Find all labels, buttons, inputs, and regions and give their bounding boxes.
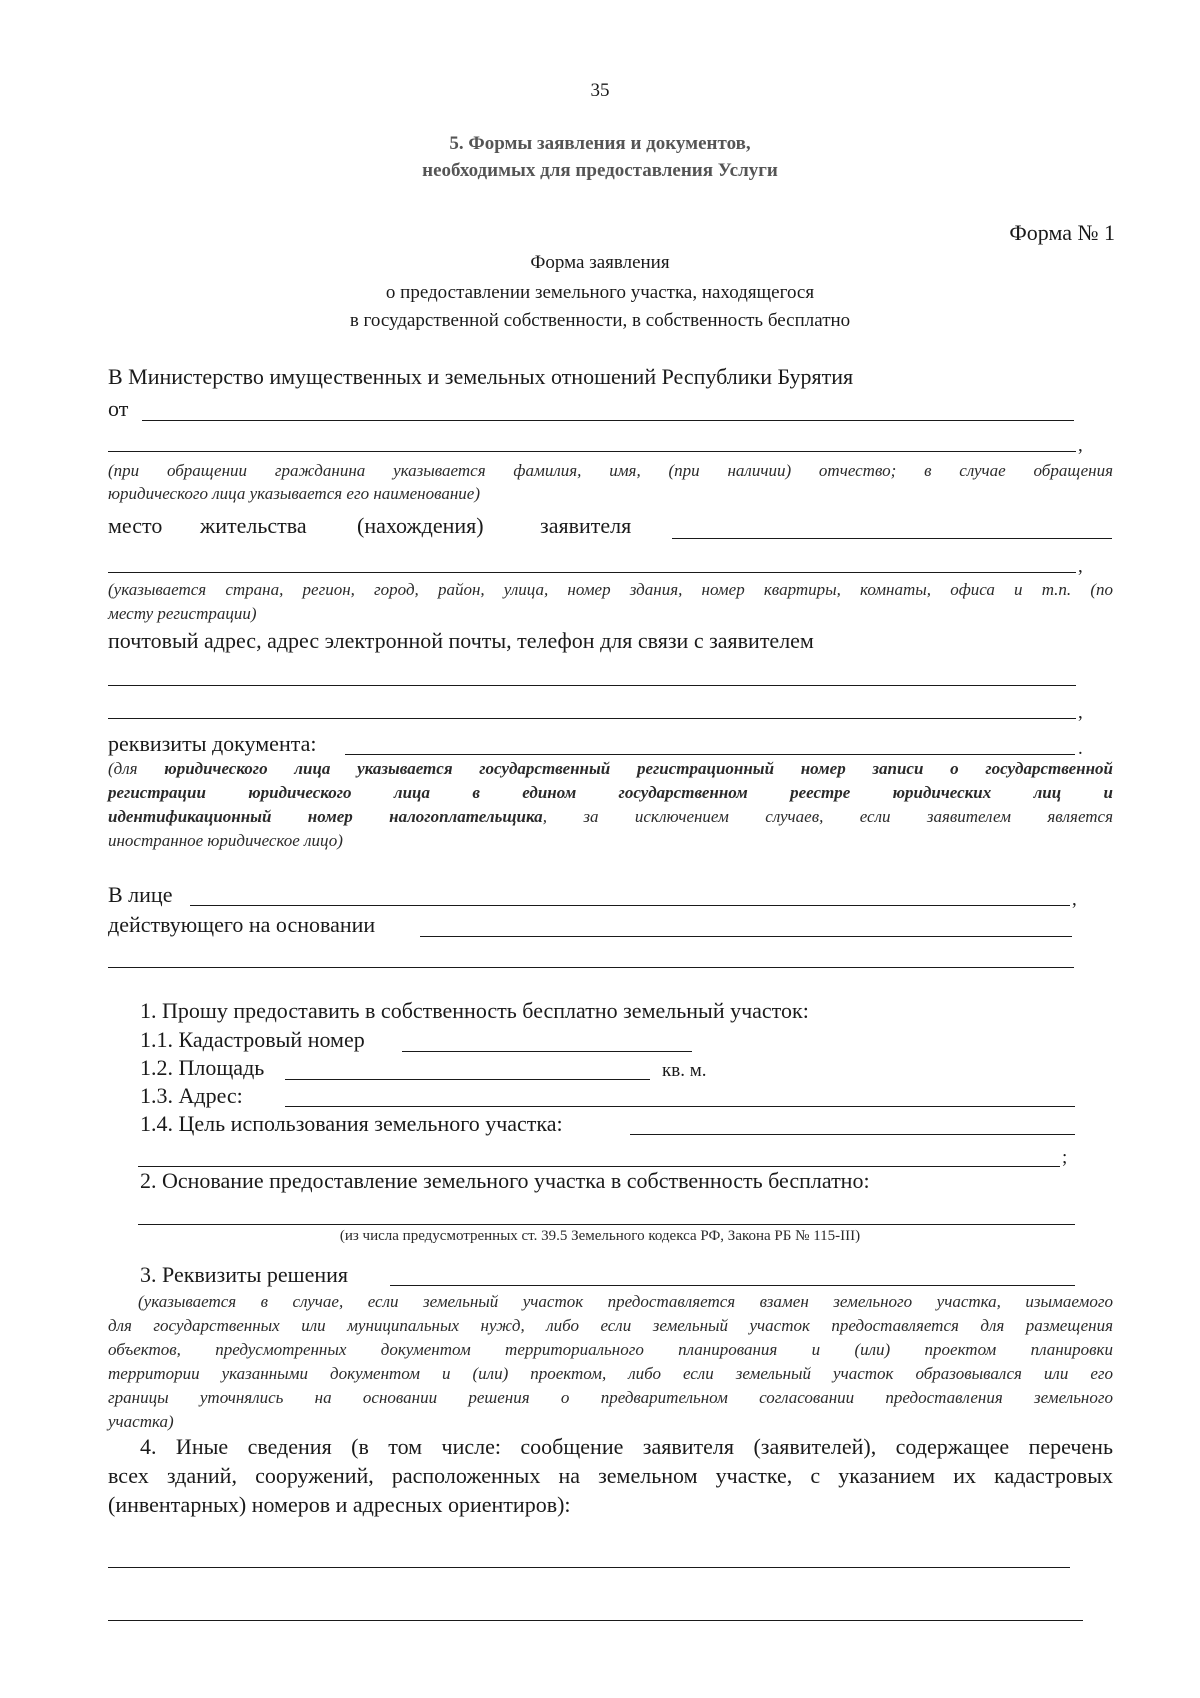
requisites-note-line2: регистрации юридического лица в едином государственном реестре юридических лиц и <box>108 783 1113 802</box>
requisites-field[interactable] <box>345 754 1075 755</box>
applicant-name-field[interactable] <box>142 420 1074 421</box>
purpose-field-2[interactable] <box>138 1166 1060 1167</box>
residence-word-3: (нахождения) <box>357 513 484 538</box>
period-1: . <box>1078 738 1083 759</box>
section-title-line1: 5. Формы заявления и документов, <box>449 133 751 154</box>
contacts-field[interactable] <box>108 685 1076 686</box>
acting-basis-field-2[interactable] <box>108 967 1074 968</box>
residence-note-line1: (указывается страна, регион, город, район, улица, номер здания, номер квартиры, комнаты, офиса и т.п. (по <box>108 580 1113 599</box>
requisites-note-line1-prefix: (для <box>108 759 165 778</box>
requisites-note-line3-bold: идентификационный номер налогоплательщика <box>108 807 543 826</box>
requisites-note-line1-bold: юридического лица указывается государственный регистрационный номер записи о государственной <box>164 759 1113 778</box>
residence-word-1: место <box>108 513 163 538</box>
applicant-name-note-line2: юридического лица указывается его наименование) <box>108 484 480 503</box>
item-4-line2: всех зданий, сооружений, расположенных на земельном участке, с указанием их кадастровых <box>108 1463 1113 1488</box>
comma-3: , <box>1078 702 1083 723</box>
comma-1: , <box>1078 435 1083 456</box>
applicant-name-note-line1: (при обращении гражданина указывается фамилия, имя, (при наличии) отчество; в случае обращения <box>108 461 1113 480</box>
requisites-label: реквизиты документа: <box>108 731 317 756</box>
page-number: 35 <box>590 80 610 101</box>
item-3-note-line3: объектов, предусмотренных документом территориального планирования и (или) проектом планировки <box>108 1340 1113 1359</box>
form-number: Форма № 1 <box>1009 220 1115 245</box>
form-title-line3: в государственной собственности, в собственность бесплатно <box>349 310 851 331</box>
decision-requisites-field[interactable] <box>390 1285 1075 1286</box>
requisites-note-line3-rest: , за исключением случаев, если заявителем является <box>542 807 1113 826</box>
addressee: В Министерство имущественных и земельных отношений Республики Бурятия <box>108 364 854 389</box>
item-3-note-line4: территории указанными документом и (или) проектом, либо если земельный участок образовывался или его <box>108 1364 1113 1383</box>
item-4-line1: 4. Иные сведения (в том числе: сообщение заявителя (заявителей), содержащее перечень <box>140 1434 1113 1459</box>
item-2-note: (из числа предусмотренных ст. 39.5 Земельного кодекса РФ, Закона РБ № 115-III) <box>339 1228 861 1244</box>
item-4-line3: (инвентарных) номеров и адресных ориентиров): <box>108 1492 571 1517</box>
item-3-note-line1: (указывается в случае, если земельный участок предоставляется взамен земельного участка, изымаемого <box>138 1292 1113 1311</box>
form-title-line2: о предоставлении земельного участка, находящегося <box>385 282 815 303</box>
represented-by-field[interactable] <box>190 905 1070 906</box>
acting-basis-field[interactable] <box>420 936 1072 937</box>
requisites-note-line3 <box>108 807 1113 827</box>
item-1-3: 1.3. Адрес: <box>140 1083 243 1108</box>
represented-by-label: В лице <box>108 882 173 907</box>
from-label: от <box>108 396 129 421</box>
section-title-line2: необходимых для предоставления Услуги <box>422 160 778 181</box>
address-field[interactable] <box>285 1106 1075 1107</box>
item-1-2: 1.2. Площадь <box>140 1055 265 1080</box>
form-title-line1: Форма заявления <box>530 252 670 273</box>
comma-2: , <box>1078 556 1083 577</box>
area-field[interactable] <box>285 1079 650 1080</box>
applicant-name-field-2[interactable] <box>108 451 1076 452</box>
requisites-note-line4: иностранное юридическое лицо) <box>108 831 343 850</box>
residence-field[interactable] <box>672 538 1112 539</box>
item-1-1: 1.1. Кадастровый номер <box>140 1027 365 1052</box>
residence-word-2: жительства <box>200 513 307 538</box>
basis-field[interactable] <box>138 1224 1075 1225</box>
purpose-field[interactable] <box>630 1134 1075 1135</box>
item-1-4: 1.4. Цель использования земельного участка: <box>140 1111 563 1136</box>
acting-basis-label: действующего на основании <box>108 912 376 937</box>
item-3-note-line5: границы уточнялись на основании решения о предварительном согласовании предоставления земельного <box>108 1388 1113 1407</box>
residence-word-4: заявителя <box>540 513 632 538</box>
contacts-field-2[interactable] <box>108 718 1076 719</box>
residence-field-2[interactable] <box>108 572 1076 573</box>
other-info-field[interactable] <box>108 1567 1070 1568</box>
cadastral-number-field[interactable] <box>402 1051 692 1052</box>
requisites-note-line1 <box>108 759 1113 779</box>
item-3: 3. Реквизиты решения <box>140 1262 349 1287</box>
item-2: 2. Основание предоставление земельного участка в собственность бесплатно: <box>140 1168 870 1193</box>
item-1: 1. Прошу предоставить в собственность бесплатно земельный участок: <box>140 998 809 1023</box>
contacts-label: почтовый адрес, адрес электронной почты, телефон для связи с заявителем <box>108 628 814 653</box>
residence-note-line2: месту регистрации) <box>108 604 257 623</box>
semicolon: ; <box>1062 1147 1068 1168</box>
item-3-note-line6: участка) <box>108 1412 174 1431</box>
other-info-field-2[interactable] <box>108 1620 1083 1621</box>
item-3-note-line2: для государственных или муниципальных нужд, либо если земельный участок предоставляется для размещения <box>108 1316 1113 1335</box>
area-unit: кв. м. <box>662 1060 707 1081</box>
comma-4: , <box>1072 889 1077 910</box>
